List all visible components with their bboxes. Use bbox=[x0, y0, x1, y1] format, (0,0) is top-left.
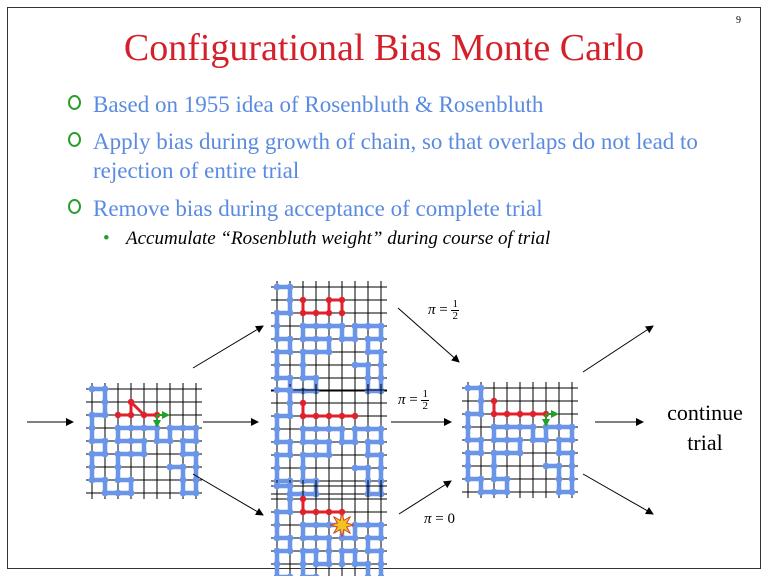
chain-bead bbox=[128, 451, 135, 458]
chain-bead bbox=[478, 450, 485, 457]
chain-bead bbox=[478, 411, 485, 418]
chain-bead bbox=[300, 465, 307, 472]
chain-bead bbox=[517, 424, 524, 431]
chain-bead bbox=[313, 522, 320, 529]
chain-bead bbox=[339, 336, 346, 343]
chain-bead bbox=[274, 426, 281, 433]
growth-bead bbox=[300, 413, 306, 419]
chain-bead bbox=[517, 450, 524, 457]
chain-bead bbox=[287, 284, 294, 291]
chain-bead bbox=[465, 424, 472, 431]
chain-bead bbox=[517, 437, 524, 444]
chain-bead bbox=[274, 284, 281, 291]
chain-bead bbox=[478, 437, 485, 444]
growth-bead bbox=[300, 310, 306, 316]
chain-bead bbox=[491, 424, 498, 431]
chain-bead bbox=[102, 438, 109, 445]
growth-bead bbox=[141, 412, 147, 418]
chain-bead bbox=[365, 465, 372, 472]
chain-bead bbox=[378, 561, 385, 568]
chain-bead bbox=[115, 438, 122, 445]
chain-bead bbox=[465, 437, 472, 444]
chain-bead bbox=[530, 437, 537, 444]
chain-bead bbox=[287, 483, 294, 490]
growth-bead bbox=[339, 310, 345, 316]
chain-bead bbox=[491, 463, 498, 470]
chain-bead bbox=[287, 297, 294, 304]
chain-bead bbox=[300, 561, 307, 568]
chain-bead bbox=[300, 452, 307, 459]
chain-bead bbox=[180, 438, 187, 445]
chain-bead bbox=[478, 385, 485, 392]
chain-bead bbox=[193, 451, 200, 458]
chain-bead bbox=[274, 548, 281, 555]
chain-bead bbox=[167, 425, 174, 432]
chain-bead bbox=[193, 464, 200, 471]
chain-bead bbox=[313, 349, 320, 356]
chain-bead bbox=[504, 424, 511, 431]
chain-bead bbox=[543, 463, 550, 470]
growth-bead bbox=[339, 297, 345, 303]
chain-bead bbox=[378, 522, 385, 529]
chain-bead bbox=[274, 387, 281, 394]
growth-bead bbox=[300, 297, 306, 303]
chain-bead bbox=[365, 336, 372, 343]
chain-bead bbox=[504, 476, 511, 483]
growth-bead bbox=[517, 411, 523, 417]
growth-bead bbox=[326, 310, 332, 316]
chain-bead bbox=[378, 362, 385, 369]
chain-bead bbox=[287, 400, 294, 407]
chain-bead bbox=[465, 411, 472, 418]
chain-bead bbox=[465, 385, 472, 392]
chain-bead bbox=[313, 323, 320, 330]
chain-bead bbox=[141, 425, 148, 432]
chain-bead bbox=[300, 522, 307, 529]
chain-bead bbox=[556, 437, 563, 444]
chain-bead bbox=[287, 452, 294, 459]
arrow-bot-to-res bbox=[399, 481, 451, 514]
growth-bead bbox=[300, 509, 306, 515]
growth-bead bbox=[313, 413, 319, 419]
chain-bead bbox=[102, 451, 109, 458]
chain-bead bbox=[326, 323, 333, 330]
chain-bead bbox=[115, 451, 122, 458]
chain-bead bbox=[478, 489, 485, 496]
sub-bullet-text: Accumulate “Rosenbluth weight” during course of trial bbox=[126, 228, 551, 249]
chain-bead bbox=[180, 451, 187, 458]
chain-bead bbox=[274, 336, 281, 343]
chain-bead bbox=[274, 522, 281, 529]
chain-bead bbox=[465, 463, 472, 470]
chain-bead bbox=[274, 483, 281, 490]
chain-bead bbox=[89, 386, 96, 393]
chain-bead bbox=[365, 349, 372, 356]
chain-bead bbox=[193, 425, 200, 432]
chain-bead bbox=[274, 310, 281, 317]
lattice-start bbox=[86, 383, 202, 499]
chain-bead bbox=[378, 323, 385, 330]
chain-bead bbox=[300, 426, 307, 433]
chain-bead bbox=[180, 477, 187, 484]
chain-bead bbox=[115, 490, 122, 497]
chain-bead bbox=[313, 336, 320, 343]
chain-bead bbox=[504, 450, 511, 457]
chain-bead bbox=[504, 489, 511, 496]
chain-bead bbox=[365, 535, 372, 542]
growth-bead bbox=[339, 413, 345, 419]
chain-bead bbox=[465, 476, 472, 483]
chain-bead bbox=[102, 412, 109, 419]
chain-bead bbox=[326, 439, 333, 446]
chain-bead bbox=[465, 450, 472, 457]
chain-bead bbox=[313, 375, 320, 382]
chain-bead bbox=[300, 439, 307, 446]
probability-bottom: π = 0 bbox=[424, 511, 455, 527]
chain-bead bbox=[378, 535, 385, 542]
growth-bead bbox=[326, 509, 332, 515]
chain-bead bbox=[556, 450, 563, 457]
chain-bead bbox=[274, 452, 281, 459]
chain-bead bbox=[287, 336, 294, 343]
chain-bead bbox=[154, 438, 161, 445]
arrow-to-bot bbox=[193, 474, 263, 515]
growth-bond bbox=[118, 402, 157, 415]
chain-bead bbox=[287, 387, 294, 394]
growth-bead bbox=[491, 411, 497, 417]
chain-bead bbox=[193, 490, 200, 497]
chain-bead bbox=[326, 535, 333, 542]
chain-bead bbox=[378, 439, 385, 446]
chain-bead bbox=[274, 535, 281, 542]
chain-bead bbox=[569, 437, 576, 444]
chain-bead bbox=[326, 336, 333, 343]
chain-bead bbox=[313, 548, 320, 555]
chain-bead bbox=[543, 437, 550, 444]
chain-bead bbox=[365, 452, 372, 459]
chain-bead bbox=[378, 375, 385, 382]
chain-bead bbox=[287, 496, 294, 503]
chain-bead bbox=[352, 426, 359, 433]
chain-bead bbox=[530, 424, 537, 431]
chain-bead bbox=[352, 323, 359, 330]
chain-bead bbox=[287, 535, 294, 542]
chain-bead bbox=[128, 425, 135, 432]
chain-bead bbox=[504, 437, 511, 444]
chain-bead bbox=[180, 464, 187, 471]
chain-bead bbox=[313, 535, 320, 542]
chain-bead bbox=[287, 439, 294, 446]
chain-bead bbox=[274, 439, 281, 446]
chain-bead bbox=[300, 362, 307, 369]
chain-bead bbox=[89, 425, 96, 432]
growth-bead bbox=[128, 412, 134, 418]
chain-bead bbox=[365, 362, 372, 369]
chain-bead bbox=[313, 439, 320, 446]
chain-bead bbox=[352, 362, 359, 369]
chain-bead bbox=[89, 451, 96, 458]
chain-bead bbox=[274, 362, 281, 369]
growth-bead bbox=[115, 412, 121, 418]
growth-bead bbox=[491, 398, 497, 404]
chain-bead bbox=[141, 451, 148, 458]
page-number: 9 bbox=[736, 15, 741, 26]
chain-bead bbox=[89, 464, 96, 471]
chain-bead bbox=[556, 463, 563, 470]
chain-bead bbox=[313, 426, 320, 433]
chain-bead bbox=[365, 439, 372, 446]
chain-bead bbox=[339, 439, 346, 446]
chain-bead bbox=[115, 464, 122, 471]
overlap-star-icon bbox=[330, 513, 354, 537]
chain-bead bbox=[102, 490, 109, 497]
chain-bead bbox=[378, 465, 385, 472]
bullet-1-text: Based on 1955 idea of Rosenbluth & Rosenbluth bbox=[93, 92, 544, 117]
chain-bead bbox=[339, 548, 346, 555]
arrow-out-up bbox=[583, 326, 653, 372]
chain-bead bbox=[326, 548, 333, 555]
chain-bead bbox=[141, 438, 148, 445]
chain-bead bbox=[378, 426, 385, 433]
growth-bead bbox=[128, 399, 134, 405]
chain-bead bbox=[569, 450, 576, 457]
chain-bead bbox=[300, 548, 307, 555]
chain-bead bbox=[478, 398, 485, 405]
chain-bead bbox=[167, 438, 174, 445]
chain-bead bbox=[339, 561, 346, 568]
chain-bead bbox=[326, 349, 333, 356]
chain-bead bbox=[378, 336, 385, 343]
growth-bead bbox=[300, 400, 306, 406]
arrow-out-down bbox=[583, 474, 653, 514]
growth-bond bbox=[303, 300, 342, 313]
chain-bead bbox=[287, 349, 294, 356]
chain-bead bbox=[569, 424, 576, 431]
sub-bullet-dot-icon: • bbox=[103, 228, 110, 249]
chain-bead bbox=[89, 477, 96, 484]
chain-bead bbox=[326, 452, 333, 459]
bullet-3-text: Remove bias during acceptance of complete trial bbox=[93, 196, 543, 221]
chain-bead bbox=[478, 476, 485, 483]
chain-bead bbox=[274, 465, 281, 472]
chain-bead bbox=[128, 477, 135, 484]
chain-bead bbox=[89, 438, 96, 445]
chain-bead bbox=[569, 476, 576, 483]
chain-bead bbox=[491, 450, 498, 457]
chain-bead bbox=[352, 548, 359, 555]
chain-bead bbox=[274, 509, 281, 516]
chain-bead bbox=[365, 561, 372, 568]
growth-bead bbox=[352, 413, 358, 419]
chain-bead bbox=[569, 463, 576, 470]
probability-middle: π = $\frac{1}{2}$ bbox=[398, 388, 428, 412]
chain-bead bbox=[287, 310, 294, 317]
chain-bead bbox=[128, 438, 135, 445]
chain-bead bbox=[491, 489, 498, 496]
chain-bead bbox=[326, 426, 333, 433]
chain-bead bbox=[89, 412, 96, 419]
chain-bead bbox=[300, 323, 307, 330]
chain-bead bbox=[102, 399, 109, 406]
chain-bead bbox=[167, 464, 174, 471]
chain-bead bbox=[365, 426, 372, 433]
chain-bead bbox=[115, 477, 122, 484]
continue-trial-label: continue trial bbox=[667, 400, 743, 455]
chain-bead bbox=[287, 548, 294, 555]
chain-bead bbox=[378, 548, 385, 555]
chain-bead bbox=[274, 349, 281, 356]
chain-bead bbox=[378, 452, 385, 459]
chain-bead bbox=[274, 375, 281, 382]
chain-bead bbox=[339, 323, 346, 330]
chain-bead bbox=[300, 336, 307, 343]
chain-bead bbox=[313, 561, 320, 568]
lattice-trial-top bbox=[271, 281, 387, 397]
chain-bead bbox=[491, 437, 498, 444]
chain-bead bbox=[569, 489, 576, 496]
growth-bead bbox=[313, 310, 319, 316]
chain-bead bbox=[313, 452, 320, 459]
chain-bead bbox=[365, 375, 372, 382]
chain-bead bbox=[287, 509, 294, 516]
chain-bead bbox=[365, 548, 372, 555]
chain-bead bbox=[352, 439, 359, 446]
growth-bead bbox=[504, 411, 510, 417]
chain-bead bbox=[287, 413, 294, 420]
lattice-result bbox=[462, 382, 578, 498]
chain-bead bbox=[102, 386, 109, 393]
growth-bead bbox=[326, 297, 332, 303]
chain-bead bbox=[300, 349, 307, 356]
growth-bead bbox=[313, 509, 319, 515]
growth-bead bbox=[300, 496, 306, 502]
chain-bead bbox=[378, 349, 385, 356]
chain-bead bbox=[300, 535, 307, 542]
chain-bead bbox=[274, 561, 281, 568]
chain-bead bbox=[339, 426, 346, 433]
chain-bead bbox=[287, 375, 294, 382]
chain-bead bbox=[556, 424, 563, 431]
chain-bead bbox=[180, 490, 187, 497]
chain-bead bbox=[128, 490, 135, 497]
slide-title: Configurational Bias Monte Carlo bbox=[123, 27, 645, 69]
chain-bead bbox=[491, 476, 498, 483]
chain-bead bbox=[556, 476, 563, 483]
chain-bead bbox=[365, 522, 372, 529]
chain-bead bbox=[274, 323, 281, 330]
chain-bead bbox=[193, 438, 200, 445]
chain-bead bbox=[115, 425, 122, 432]
probability-top: π = $\frac{1}{2}$ bbox=[428, 298, 458, 322]
chain-bead bbox=[274, 413, 281, 420]
chain-bead bbox=[326, 561, 333, 568]
chain-bead bbox=[180, 425, 187, 432]
growth-bead bbox=[530, 411, 536, 417]
bullet-2-text: Apply bias during growth of chain, so that overlaps do not lead to rejection of entire trial bbox=[93, 129, 698, 183]
chain-bead bbox=[352, 465, 359, 472]
chain-bead bbox=[352, 336, 359, 343]
chain-bead bbox=[300, 375, 307, 382]
chain-bead bbox=[352, 561, 359, 568]
chain-bead bbox=[102, 477, 109, 484]
chain-bead bbox=[352, 535, 359, 542]
arrow-to-top bbox=[193, 326, 263, 368]
chain-bead bbox=[365, 323, 372, 330]
growth-bead bbox=[326, 413, 332, 419]
chain-bead bbox=[556, 489, 563, 496]
